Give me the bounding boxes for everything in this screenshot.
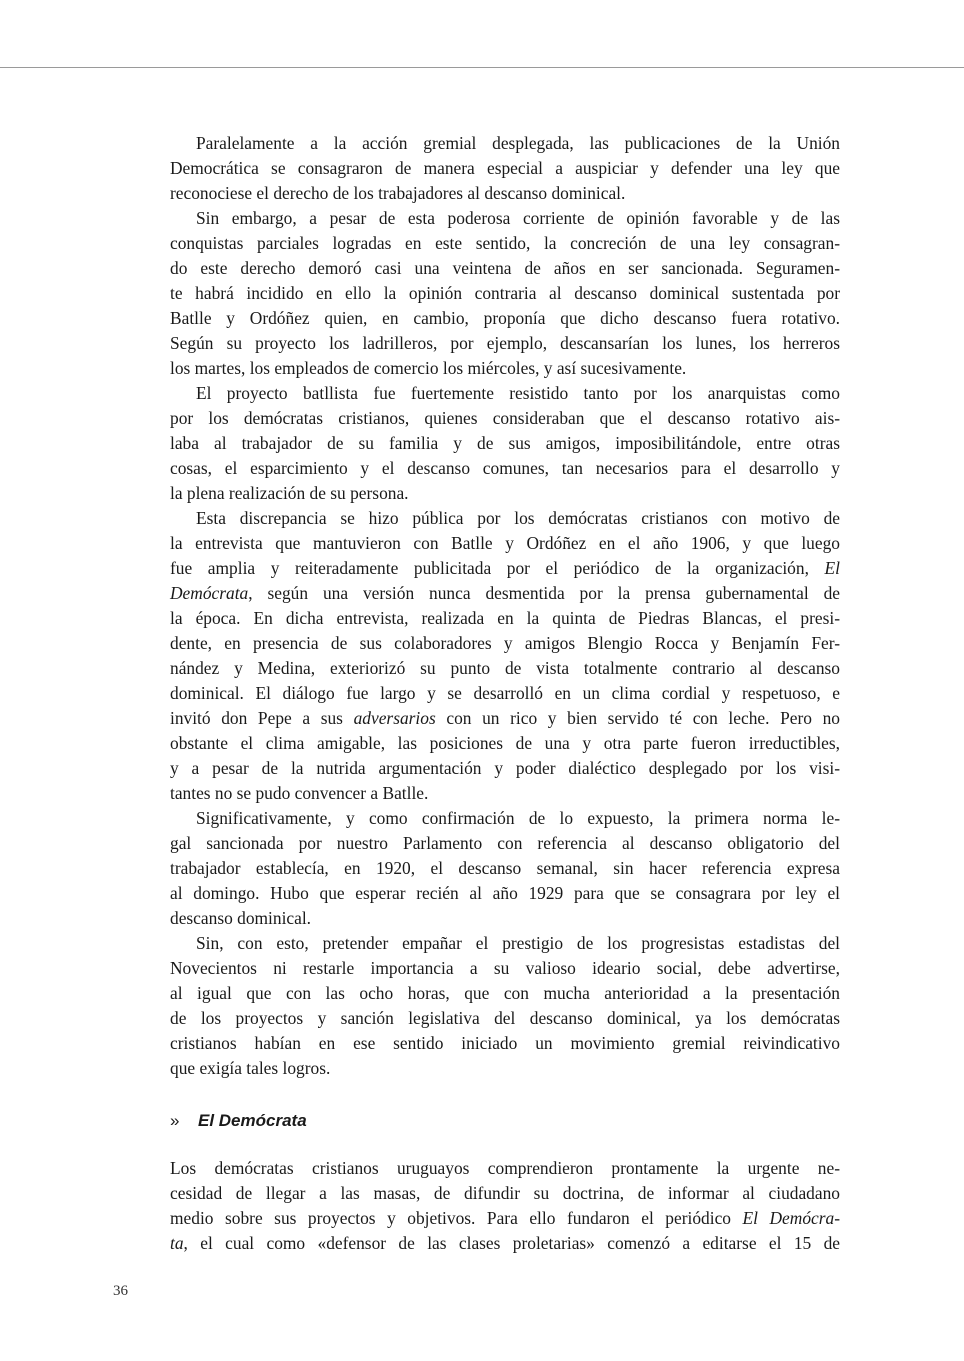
text-line: y a pesar de la nutrida argumentación y poder dialéctico desplegado por los visi- [170,758,840,778]
text-line: cosas, el esparcimiento y el descanso comunes, tan necesarios para el desarrollo y [170,458,840,478]
section-paragraph [170,1156,840,1256]
emphasis-italic: adversarios [353,708,436,728]
section-text [170,1156,840,1256]
text-run: fue amplia y reiteradamente publicitada por el periódico de la organización, [170,558,825,578]
text-line: Batlle y Ordóñez quien, en cambio, proponía que dicho descanso fuera rotativo. [170,308,840,328]
text-line: de los proyectos y sanción legislativa del descanso dominical, ya los demócratas [170,1008,840,1028]
text-line: Significativamente, y como confirmación de lo expuesto, la primera norma le- [196,808,840,828]
paragraph-4 [170,506,840,806]
text-line: do este derecho demoró casi una veintena de años en ser sancionada. Seguramen- [170,258,840,278]
text-run: con un rico y bien servido té con leche. Pero no [435,708,840,728]
text-line [170,556,840,581]
text-line: trabajador establecía, en 1920, el descanso semanal, sin hacer referencia expresa [170,858,840,878]
main-text [170,131,840,1081]
text-line: Sin embargo, a pesar de esta poderosa corriente de opinión favorable y de las [196,208,840,228]
text-line [170,706,840,731]
section-marker: » [170,1111,180,1130]
paragraph-6 [170,931,840,1081]
page-number: 36 [113,1283,128,1299]
text-line: por los demócratas cristianos, quienes consideraban que el descanso rotativo ais- [170,408,840,428]
text-line: Novecientos ni restarle importancia a su valioso ideario social, debe advertirse, [170,958,840,978]
text-line: tantes no se pudo convencer a Batlle. [170,783,429,803]
header-rule [0,67,964,68]
text-run: medio sobre sus proyectos y objetivos. Para ello fundaron el periódico [170,1208,743,1228]
paragraph-1 [170,131,840,206]
text-line: descanso dominical. [170,908,312,928]
newspaper-title-italic: El Demócra- [742,1208,840,1228]
text-line: Democrática se consagraron de manera especial a auspiciar y defender una ley que [170,158,840,178]
text-line: Sin, con esto, pretender empañar el prestigio de los progresistas estadistas del [196,933,840,953]
text-line [170,581,840,606]
text-run: , según una versión nunca desmentida por la prensa gubernamental de [248,583,840,603]
text-line: gal sancionada por nuestro Parlamento con referencia al descanso obligatorio del [170,833,840,853]
text-line: al domingo. Hubo que esperar recién al año 1929 para que se consagrara por ley el [170,883,840,903]
text-line: la entrevista que mantuvieron con Batlle y Ordóñez en el año 1906, y que luego [170,533,840,553]
text-line: que exigía tales logros. [170,1058,331,1078]
text-line: los martes, los empleados de comercio los miércoles, y así sucesivamente. [170,358,687,378]
newspaper-title-italic: El [824,558,840,578]
text-line: dente, en presencia de sus colaboradores y amigos Blengio Rocca y Benjamín Fer- [170,633,840,653]
text-line [170,1231,840,1256]
text-run: , el cual como «defensor de las clases proletarias» comenzó a editarse el 15 de [183,1233,840,1253]
text-line: nández y Medina, exteriorizó su punto de vista totalmente contrario al descanso [170,658,840,678]
text-line: El proyecto batllista fue fuertemente resistido tanto por los anarquistas como [196,383,840,403]
newspaper-title-italic: ta [170,1233,184,1253]
newspaper-title-italic: Demócrata [170,583,249,603]
text-run: invitó don Pepe a sus [170,708,354,728]
text-line: dominical. El diálogo fue largo y se desarrolló en un clima cordial y respetuoso, e [170,683,840,703]
text-line [170,1206,840,1231]
text-line: cristianos habían en ese sentido iniciado un movimiento gremial reivindicativo [170,1033,840,1053]
text-line: conquistas parciales logradas en este sentido, la concreción de una ley consagran- [170,233,840,253]
paragraph-3 [170,381,840,506]
text-line: Los demócratas cristianos uruguayos comprendieron prontamente la urgente ne- [170,1158,840,1178]
section-heading [170,1108,307,1133]
text-line: Esta discrepancia se hizo pública por los demócratas cristianos con motivo de [196,508,840,528]
paragraph-5 [170,806,840,931]
text-line: la plena realización de su persona. [170,483,409,503]
text-line: al igual que con las ocho horas, que con mucha anterioridad a la presentación [170,983,840,1003]
text-line: laba al trabajador de su familia y de sus amigos, imposibilitándole, entre otras [170,433,840,453]
text-line: cesidad de llegar a las masas, de difundir su doctrina, de informar al ciudadano [170,1183,840,1203]
text-line: Según su proyecto los ladrilleros, por ejemplo, descansarían los lunes, los herreros [170,333,840,353]
paragraph-2 [170,206,840,381]
text-line: reconociese el derecho de los trabajadores al descanso dominical. [170,183,626,203]
text-line: la época. En dicha entrevista, realizada en la quinta de Piedras Blancas, el presi- [170,608,840,628]
text-line: Paralelamente a la acción gremial desplegada, las publicaciones de la Unión [196,133,840,153]
section-title: El Demócrata [198,1111,307,1130]
text-line: obstante el clima amigable, las posiciones de una y otra parte fueron irreductibles, [170,733,840,753]
text-line: te habrá incidido en ello la opinión contraria al descanso dominical sustentada por [170,283,840,303]
